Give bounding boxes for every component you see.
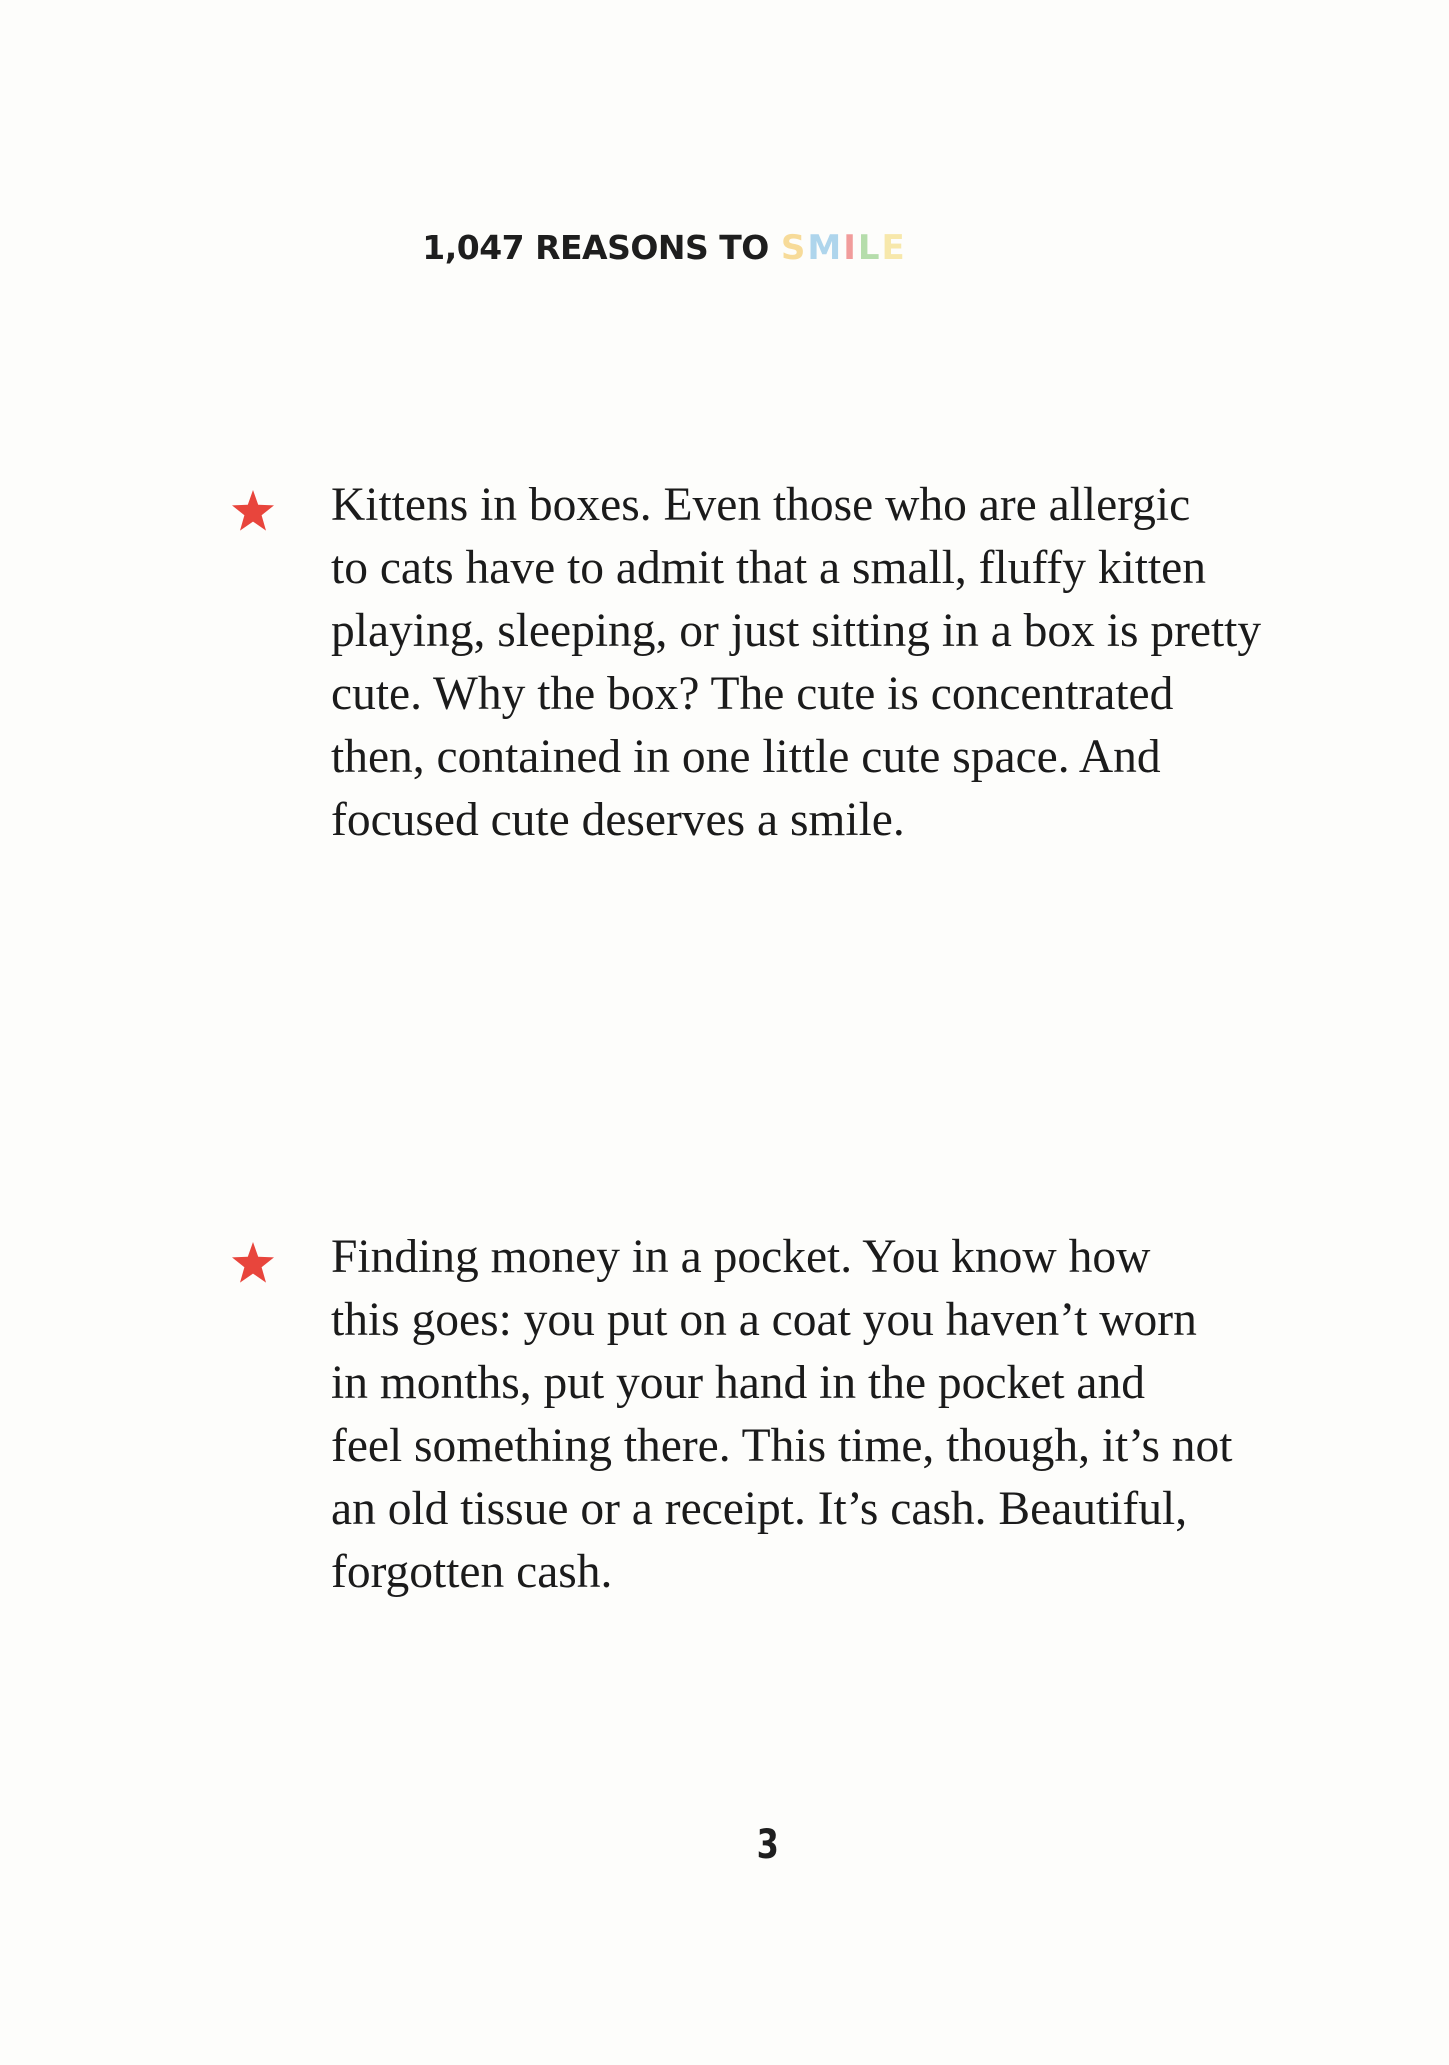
text-line: focused cute deserves a smile. [331,794,905,846]
smile-letter: S [780,228,808,268]
text-line: then, contained in one little cute space. And [331,731,1161,783]
text-line: this goes: you put on a coat you haven’t worn [331,1294,1197,1346]
text-line: an old tissue or a receipt. It’s cash. Beautiful, [331,1483,1188,1535]
text-line: to cats have to admit that a small, fluffy kitten [331,542,1207,594]
smile-letter: I [843,228,858,268]
reason-entry [230,474,1330,852]
smile-letter: M [807,228,844,268]
smile-letter: L [857,228,882,268]
running-head-title: 1,047 REASONS TO [422,228,769,267]
text-line: cute. Why the box? The cute is concentrated [331,668,1174,720]
star-icon [230,488,276,534]
reason-text [331,474,1331,852]
text-line: playing, sleeping, or just sitting in a box is pretty [331,605,1262,657]
page-number: 3 [756,1822,779,1868]
text-line: feel something there. This time, though, it’s not [331,1420,1233,1472]
smile-letter: E [881,228,907,268]
running-head [0,228,1449,268]
running-head-smile-word [781,228,907,268]
text-line: Kittens in boxes. Even those who are allergic [331,479,1191,531]
text-line: in months, put your hand in the pocket and [331,1357,1145,1409]
text-line: Finding money in a pocket. You know how [331,1231,1151,1283]
star-icon [230,1240,276,1286]
reason-text [331,1226,1331,1604]
reason-entry [230,1226,1330,1604]
text-line: forgotten cash. [331,1546,613,1598]
